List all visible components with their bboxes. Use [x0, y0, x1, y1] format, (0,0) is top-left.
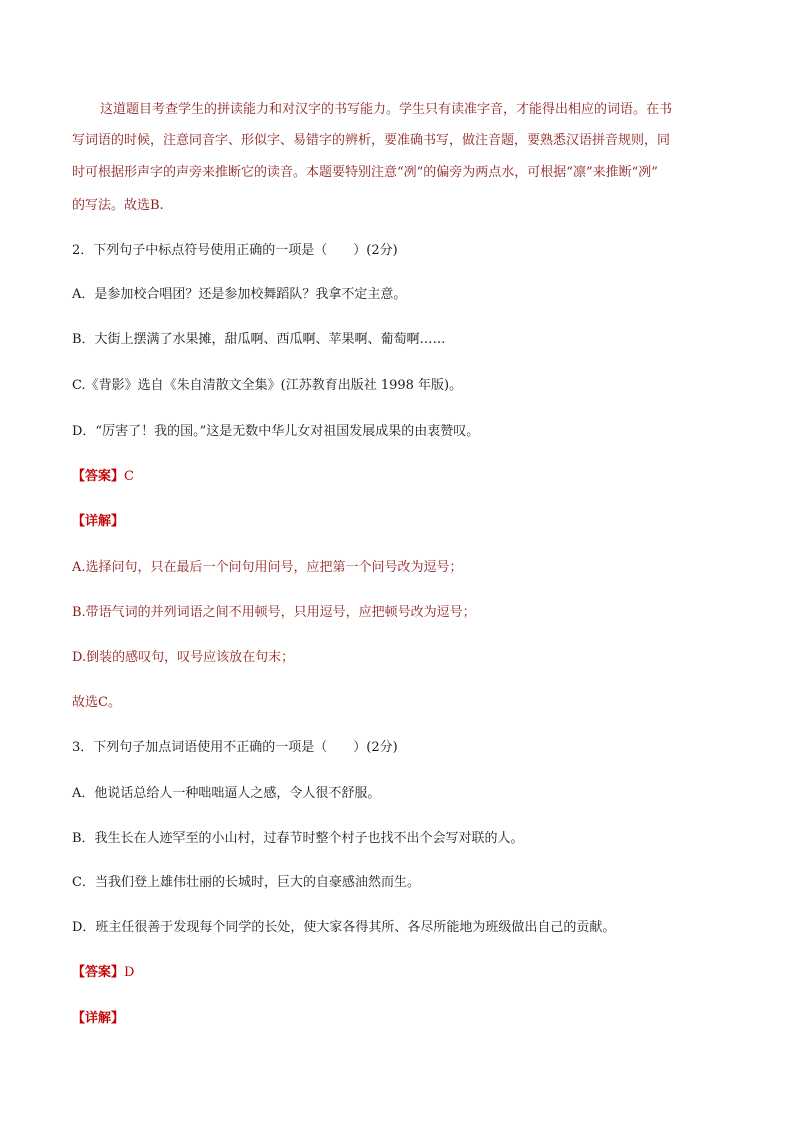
- answer-value: D: [124, 965, 135, 980]
- explanation-line: 时可根据形声字的声旁来推断它的读音。本题要特别注意“冽”的偏旁为两点水，可根据“凛”来推断“冽”: [72, 165, 658, 180]
- option-b: B．我生长在人迹罕至的小山村，过春节时整个村子也找不出个会写对联的人。: [72, 831, 524, 846]
- option-a: A．他说话总给人一种咄咄逼人之感，令人很不舒服。: [72, 786, 381, 801]
- detail-label: 【详解】: [72, 514, 125, 529]
- answer-label: 【答案】: [72, 469, 125, 484]
- detail-line: A.选择问句，只在最后一个问句用问号，应把第一个问号改为逗号；: [72, 560, 463, 575]
- option-c: C．当我们登上雄伟壮丽的长城时，巨大的自豪感油然而生。: [72, 875, 420, 890]
- answer-value: C: [124, 469, 134, 484]
- option-c: C.《背影》选自《朱自清散文全集》(江苏教育出版社 1998 年版)。: [72, 378, 463, 393]
- option-b: B．大街上摆满了水果摊，甜瓜啊、西瓜啊、苹果啊、葡萄啊……: [72, 332, 446, 347]
- detail-label: 【详解】: [72, 1011, 125, 1026]
- detail-line: D.倒装的感叹句，叹号应该放在句末；: [72, 650, 295, 665]
- question-stem: 2．下列句子中标点符号使用正确的一项是（ ）(2分): [72, 243, 398, 258]
- detail-row: [72, 512, 124, 532]
- explanation-line: 的写法。故选B.: [72, 198, 164, 213]
- option-d: D．班主任很善于发现每个同学的长处，使大家各得其所、各尽所能地为班级做出自己的贡献。: [72, 920, 616, 935]
- explanation-line: 这道题目考查学生的拼读能力和对汉字的书写能力。学生只有读准字音，才能得出相应的词语。在书: [100, 102, 673, 117]
- explanation-line: 写词语的时候，注意同音字、形似字、易错字的辨析，要准确书写，做注音题，要熟悉汉语拼音规则，同: [72, 133, 671, 148]
- option-d: D．“厉害了！我的国。”这是无数中华儿女对祖国发展成果的由衷赞叹。: [72, 424, 480, 439]
- question-stem: 3．下列句子加点词语使用不正确的一项是（ ）(2分): [72, 740, 398, 755]
- detail-row: [72, 1009, 124, 1029]
- answer-label: 【答案】: [72, 965, 125, 980]
- answer-row: [72, 963, 134, 983]
- option-a: A．是参加校合唱团？还是参加校舞蹈队？我拿不定主意。: [72, 287, 407, 302]
- conclusion: 故选C。: [72, 695, 121, 710]
- answer-row: [72, 467, 134, 487]
- detail-line: B.带语气词的并列词语之间不用顿号，只用逗号，应把顿号改为逗号；: [72, 605, 476, 620]
